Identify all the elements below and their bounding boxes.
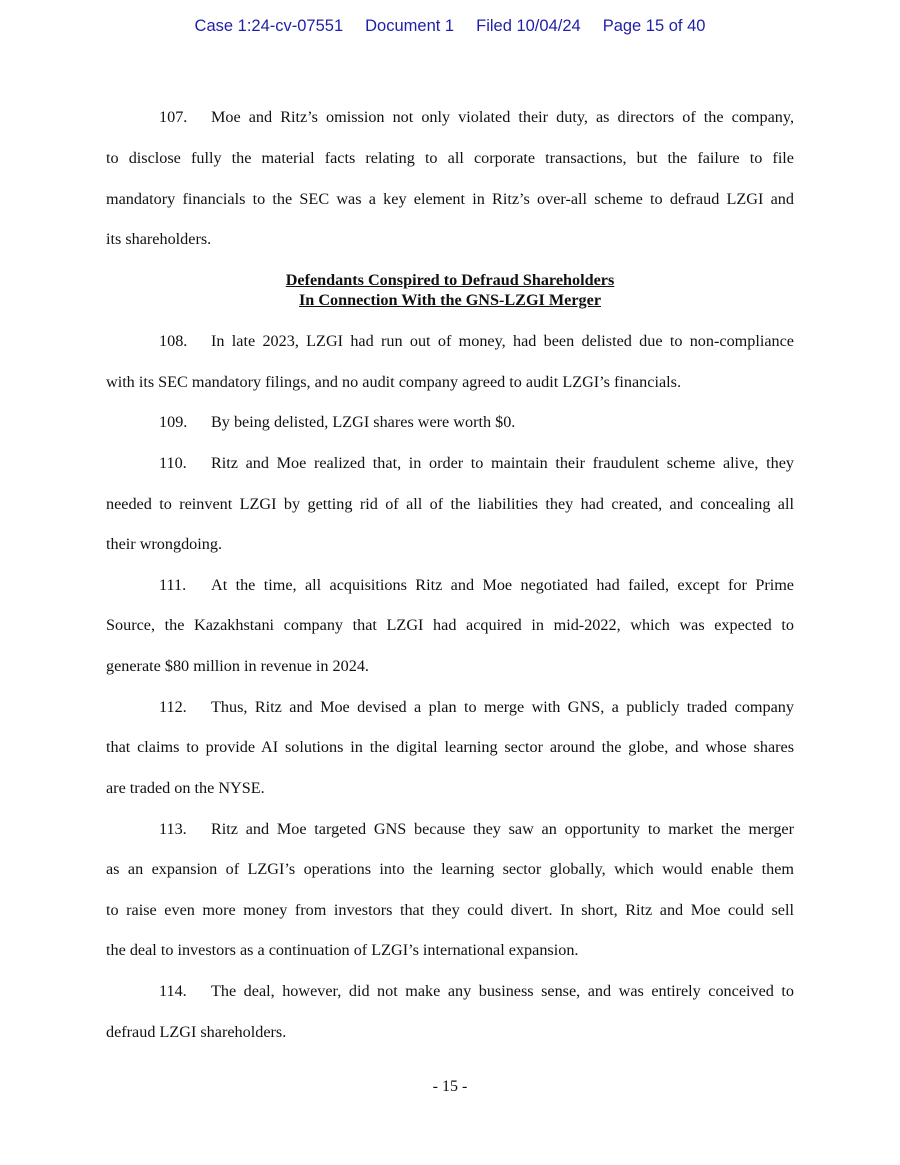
paragraph-110-line-2: needed to reinvent LZGI by getting rid of all of the liabilities they had created, and concealing all	[106, 495, 794, 513]
paragraph-111-line-2: Source, the Kazakhstani company that LZGI had acquired in mid-2022, which was expected to	[106, 616, 794, 634]
paragraph-107-line-1: 107. Moe and Ritz’s omission not only violated their duty, as directors of the company,	[159, 108, 794, 126]
paragraph-110-line-1: 110. Ritz and Moe realized that, in order to maintain their fraudulent scheme alive, they	[159, 454, 794, 472]
paragraph-112-line-3: are traded on the NYSE.	[106, 779, 265, 797]
case-header	[0, 17, 900, 36]
page-number: - 15 -	[432, 1078, 468, 1095]
paragraph-112-line-1: 112. Thus, Ritz and Moe devised a plan to merge with GNS, a publicly traded company	[159, 698, 794, 716]
paragraph-113-line-2: as an expansion of LZGI’s operations into the learning sector globally, which would enable them	[106, 860, 794, 878]
paragraph-108-line-2: with its SEC mandatory filings, and no audit company agreed to audit LZGI’s financials.	[106, 373, 681, 391]
paragraph-108-line-1: 108. In late 2023, LZGI had run out of money, had been delisted due to non-compliance	[159, 332, 794, 350]
paragraph-113-line-1: 113. Ritz and Moe targeted GNS because they saw an opportunity to market the merger	[159, 820, 794, 838]
paragraph-113-line-3: to raise even more money from investors that they could divert. In short, Ritz and Moe could sell	[106, 901, 794, 919]
paragraph-107-line-3: mandatory financials to the SEC was a key element in Ritz’s over-all scheme to defraud LZGI and	[106, 190, 794, 208]
case-number: Case 1:24-cv-07551	[194, 17, 344, 35]
paragraph-112-line-2: that claims to provide AI solutions in the digital learning sector around the globe, and whose shares	[106, 738, 794, 756]
document-number: Document 1	[365, 17, 455, 35]
paragraph-113-line-4: the deal to investors as a continuation of LZGI’s international expansion.	[106, 941, 579, 959]
paragraph-110-line-3: their wrongdoing.	[106, 535, 222, 553]
page-indicator: Page 15 of 40	[602, 17, 706, 35]
section-heading-line-1: Defendants Conspired to Defraud Shareholders	[285, 271, 615, 289]
paragraph-111-line-3: generate $80 million in revenue in 2024.	[106, 657, 369, 675]
section-heading-line-2: In Connection With the GNS-LZGI Merger	[298, 291, 602, 309]
paragraph-111-line-1: 111. At the time, all acquisitions Ritz and Moe negotiated had failed, except for Prime	[159, 576, 794, 594]
paragraph-107-line-2: to disclose fully the material facts relating to all corporate transactions, but the failure to file	[106, 149, 794, 167]
filed-date: Filed 10/04/24	[476, 17, 581, 35]
paragraph-114-line-2: defraud LZGI shareholders.	[106, 1023, 287, 1041]
paragraph-109-line-1: 109. By being delisted, LZGI shares were worth $0.	[159, 413, 516, 431]
paragraph-114-line-1: 114. The deal, however, did not make any business sense, and was entirely conceived to	[159, 982, 794, 1000]
paragraph-107-line-4: its shareholders.	[106, 230, 212, 248]
